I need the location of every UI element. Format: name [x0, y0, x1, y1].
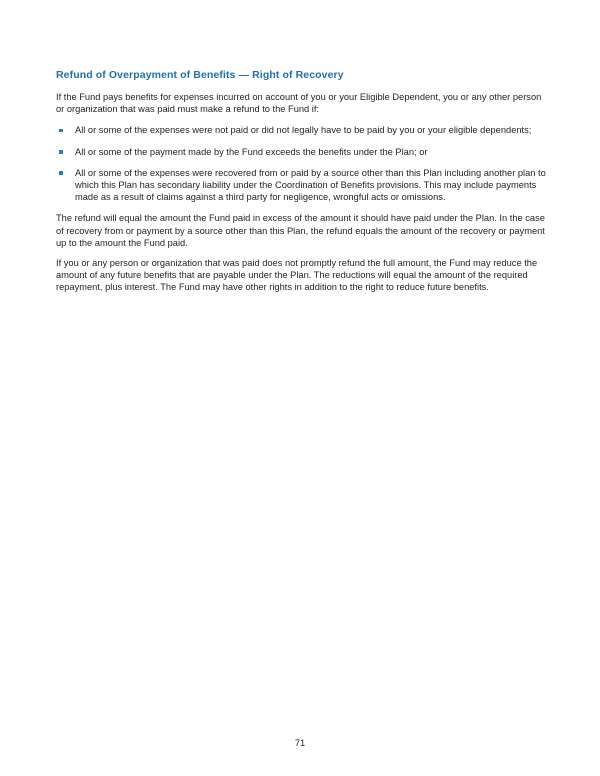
bullet-square-icon [59, 129, 63, 133]
bullet-square-icon [59, 150, 63, 154]
intro-paragraph: If the Fund pays benefits for expenses incurred on account of you or your Eligible Dependent, you or any other person or organization that was paid must make a refund to the Fund if: [56, 92, 542, 115]
future-benefits-paragraph: If you or any person or organization that was paid does not promptly refund the full amount, the Fund may reduce the amount of any future benefits that are payable under the Plan. The reductions will equal the amount of the required repayment, plus interest. The Fund may have other rights in addition to the right to reduce future benefits. [56, 258, 538, 293]
list-item [56, 146, 546, 158]
page-number: 71 [294, 738, 306, 748]
refund-conditions-list [56, 124, 546, 203]
list-item-text: All or some of the payment made by the Fund exceeds the benefits under the Plan; or [75, 146, 428, 157]
page-content [56, 68, 546, 303]
bullet-square-icon [59, 171, 63, 175]
list-item [56, 167, 546, 204]
list-item-text: All or some of the expenses were recovered from or paid by a source other than this Plan including another plan to which this Plan has secondary liability under the Coordination of Benefits provisions. This may include payments made as a result of claims against a third party for negligence, wrongful acts or omissions. [75, 167, 546, 203]
section-heading: Refund of Overpayment of Benefits — Right of Recovery [56, 69, 344, 81]
list-item-text: All or some of the expenses were not paid or did not legally have to be paid by you or your eligible dependents; [75, 125, 532, 136]
refund-amount-paragraph: The refund will equal the amount the Fund paid in excess of the amount it should have paid under the Plan. In the case of recovery from or payment by a source other than this Plan, the refund equals the amount of the recovery or payment up to the amount the Fund paid. [56, 213, 545, 248]
list-item [56, 124, 546, 136]
